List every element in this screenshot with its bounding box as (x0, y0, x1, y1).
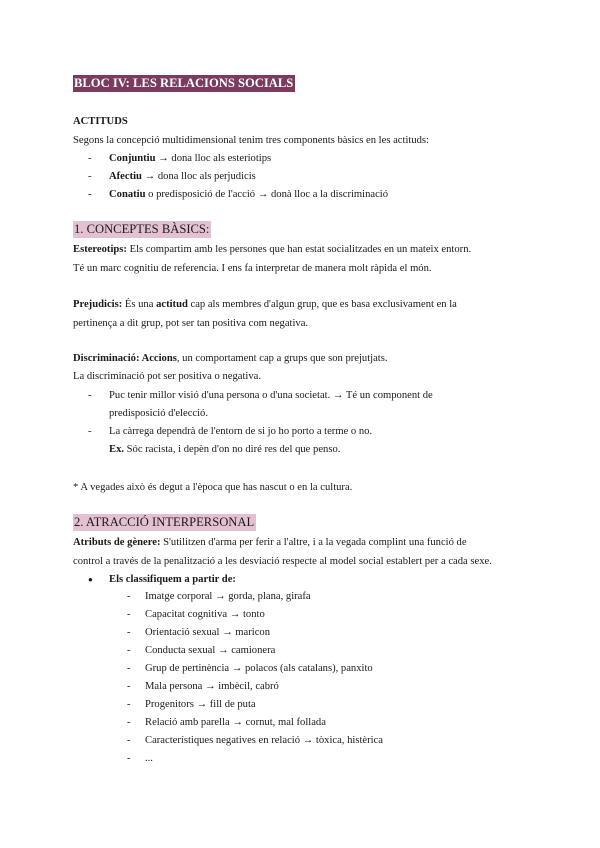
list-item: - Grup de pertinència → polacos (als catalans), panxito (127, 663, 373, 674)
list-item: ● Els classifiquem a partir de: (88, 574, 236, 585)
estereotips-paragraph-line2: Té un marc cognitiu de referencia. I ens fa interpretar de manera molt ràpida el món. (73, 263, 432, 274)
list-item: - Orientació sexual → maricon (127, 627, 271, 638)
atributs-paragraph: Atributs de gènere: S'utilitzen d'arma per ferir a l'altre, i a la vegada complint una funció de (73, 537, 467, 548)
list-item: - Conducta sexual → camionera (127, 645, 276, 656)
list-item: - Progenitors → fill de puta (127, 699, 256, 710)
list-item: - La càrrega dependrà de l'entorn de si jo ho porto a terme o no. Ex. Sóc racista, i depèn d'on no diré res del que penso. (88, 426, 373, 455)
list-item: - Afectiu → dona lloc als perjudicis (88, 171, 256, 182)
prejudicis-paragraph-line2: pertinença a dit grup, pot ser tan positiva com negativa. (73, 318, 309, 329)
page-title: BLOC IV: LES RELACIONS SOCIALS (74, 76, 294, 90)
bullet-icon: ● (88, 575, 93, 584)
actituds-intro: Segons la concepció multidimensional tenim tres components bàsics en les actituds: (73, 135, 429, 146)
list-item: - Conjuntiu → dona lloc als esteriotips (88, 153, 272, 164)
footnote: * A vegades això és degut a l'època que has nascut o en la cultura. (73, 482, 353, 493)
list-item: - ... (127, 753, 153, 764)
list-item: - Capacitat cognitiva → tonto (127, 609, 265, 620)
discriminacio-paragraph: Discriminació: Accions, un comportament cap a grups que son prejutjats. (73, 353, 388, 364)
list-item: - Relació amb parella → cornut, mal follada (127, 717, 326, 728)
list-item: - Característiques negatives en relació → tòxica, histèrica (127, 735, 383, 746)
list-item: - Puc tenir millor visió d'una persona o d'una societat. → Té un component de predisposició d'elecció. (88, 390, 433, 419)
section-heading-conceptes: 1. CONCEPTES BÀSICS: (74, 222, 210, 236)
section-heading-atraccio: 2. ATRACCIÓ INTERPERSONAL (74, 515, 255, 529)
list-item: - Mala persona → imbècil, cabró (127, 681, 279, 692)
atributs-paragraph-line2: control a través de la penalització a les desviació respecte al model social establert per a cada sexe. (73, 556, 492, 567)
actituds-heading: ACTITUDS (73, 116, 128, 127)
estereotips-paragraph: Estereotips: Els compartim amb les persones que han estat socialitzades en un mateix entorn. (73, 244, 472, 255)
classification-list (73, 590, 533, 770)
list-item: - Conatiu o predisposició de l'acció → donà lloc a la discriminació (88, 189, 389, 200)
prejudicis-paragraph: Prejudicis: És una actitud cap als membres d'algun grup, que es basa exclusivament en la (73, 299, 457, 310)
list-item: - Imatge corporal → gorda, plana, girafa (127, 591, 311, 602)
discriminacio-paragraph-line2: La discriminació pot ser positiva o negativa. (73, 371, 261, 382)
